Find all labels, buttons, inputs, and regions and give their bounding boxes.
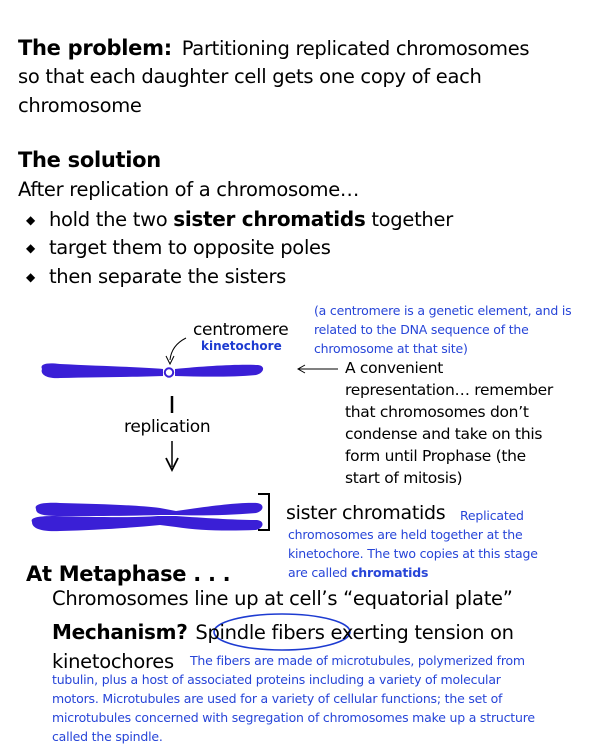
sister-note <box>288 525 538 582</box>
chromosome-shape <box>175 365 263 377</box>
metaphase-line-2 <box>52 620 514 644</box>
note-line: condense and take on this <box>345 425 543 443</box>
solution-intro: After replication of a chromosome… <box>18 178 360 201</box>
problem-text: Partitioning replicated chromosomes <box>181 37 530 60</box>
sister-chromatids-label: sister chromatids <box>286 502 446 524</box>
tension-text: exerting tension on <box>324 621 514 644</box>
note-line: kinetochore. The two copies at this stage <box>288 546 538 561</box>
replication-label: replication <box>124 417 211 437</box>
note-line <box>288 563 538 582</box>
note-line: form until Prophase (the <box>345 447 526 465</box>
note-line: start of mitosis) <box>345 469 463 487</box>
spindle-note-first: The fibers are made of microtubules, polymerized from <box>190 653 525 668</box>
bullet-text: then separate the sisters <box>48 265 287 288</box>
bullet-text: target them to opposite poles <box>48 236 331 259</box>
metaphase-line-1: Chromosomes line up at cell’s “equatorial plate” <box>52 587 513 610</box>
solution-heading: The solution <box>18 148 161 172</box>
mechanism-label: Mechanism? <box>52 620 188 644</box>
bullet-text: hold the two <box>48 208 174 231</box>
note-line: called the spindle. <box>52 729 163 744</box>
bullet-bold-text: sister chromatids <box>173 207 366 231</box>
diamond-bullet-icon: ◆ <box>26 270 35 284</box>
note-line: motors. Microtubules are used for a variety of cellular functions; the set of <box>52 691 503 706</box>
representation-note <box>345 357 553 489</box>
note-line: microtubules concerned with segregation of chromosomes make up a structure <box>52 710 535 725</box>
problem-heading: The problem: <box>18 36 172 60</box>
diamond-bullet-icon: ◆ <box>26 241 35 255</box>
sister-note-first: Replicated <box>460 508 524 523</box>
sister-chromatid-shape <box>36 503 263 516</box>
diamond-bullet-icon: ◆ <box>26 213 35 227</box>
problem-line-2: so that each daughter cell gets one copy of each <box>18 65 482 88</box>
bullet-text-post: together <box>365 208 453 231</box>
centromere-label: centromere <box>193 320 289 340</box>
note-line: chromosome at that site) <box>314 341 468 356</box>
centromere-dot <box>165 368 173 376</box>
note-text: are called <box>288 565 352 580</box>
problem-line-3: chromosome <box>18 94 142 117</box>
note-line: representation… remember <box>345 381 553 399</box>
kinetochore-label: kinetochore <box>201 339 282 353</box>
metaphase-line-3: kinetochores <box>52 650 174 673</box>
note-line: related to the DNA sequence of the <box>314 322 529 337</box>
note-line: that chromosomes don’t <box>345 403 529 421</box>
metaphase-heading: At Metaphase . . . <box>26 562 231 586</box>
note-line: tubulin, plus a host of associated proteins including a variety of molecular <box>52 672 501 687</box>
note-line: A convenient <box>345 359 444 377</box>
spindle-note <box>52 670 535 746</box>
note-line: (a centromere is a genetic element, and is <box>314 303 572 318</box>
centromere-note <box>314 301 571 358</box>
chromatids-bold: chromatids <box>351 565 429 580</box>
centromere-arrow <box>170 338 186 360</box>
sister-chromatid-shape <box>32 516 263 531</box>
note-line: chromosomes are held together at the <box>288 527 523 542</box>
spindle-fibers-text: Spindle fibers <box>195 621 325 644</box>
chromosome-shape <box>42 363 163 378</box>
